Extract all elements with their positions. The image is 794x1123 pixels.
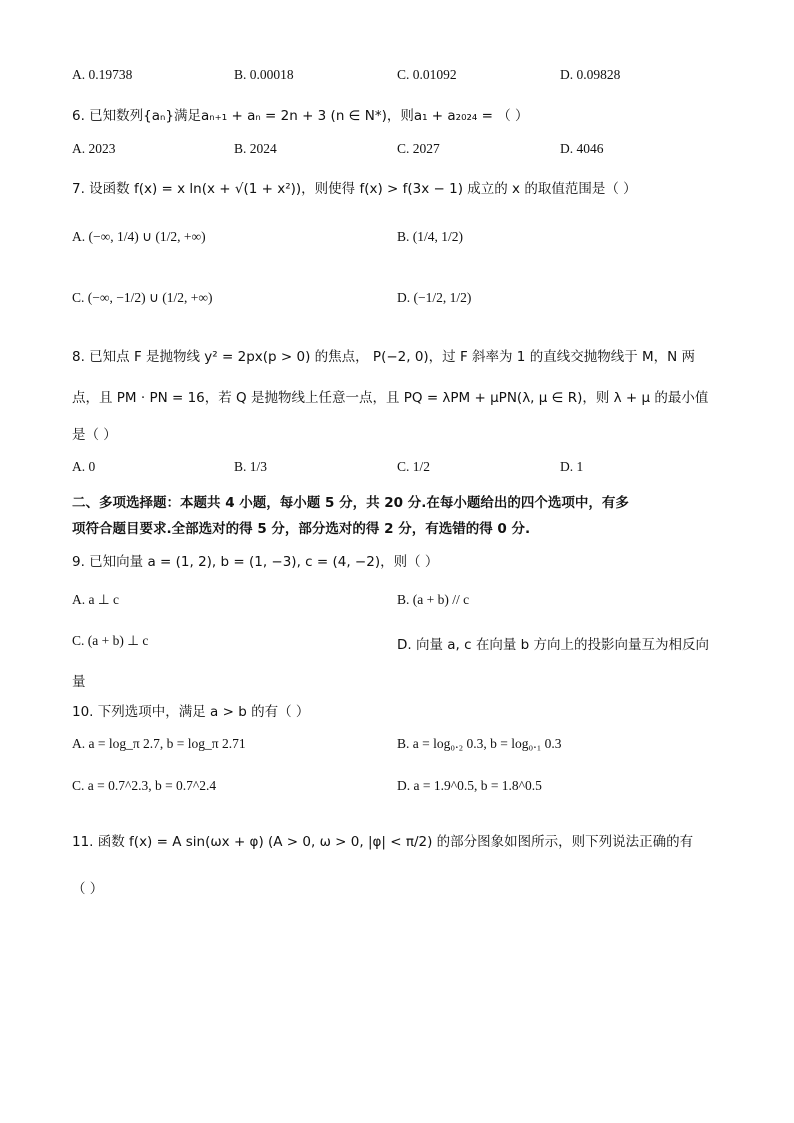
q9-stem: 9. 已知向量 a = (1, 2), b = (1, −3), c = (4, −2)，则（ ） (72, 554, 439, 570)
q9-option-b: B. (a + b) // c (397, 592, 470, 607)
q10-option-d: D. a = 1.9^0.5, b = 1.8^0.5 (397, 778, 542, 793)
q10-option-b: B. a = log₀.₂ 0.3, b = log₀.₁ 0.3 (397, 736, 562, 751)
q10-option-a: A. a = log_π 2.7, b = log_π 2.71 (72, 736, 246, 751)
q9-option-d-continued: 量 (72, 674, 86, 690)
q5-option-a: A. 0.19738 (72, 67, 133, 82)
q6-option-c: C. 2027 (397, 141, 440, 156)
q8-option-b: B. 1/3 (234, 459, 268, 474)
q11-stem: 11. 函数 f(x) = A sin(ωx + φ) (A > 0, ω > 0, |φ| < π/2) 的部分图象如图所示，则下列说法正确的有 (72, 834, 694, 850)
q8-option-d: D. 1 (560, 459, 584, 474)
q9-option-c: C. (a + b) ⊥ c (72, 633, 149, 648)
q7-option-a: A. (−∞, 1/4) ∪ (1/2, +∞) (72, 229, 206, 244)
q9-option-a: A. a ⊥ c (72, 592, 119, 607)
q9-option-d: D. 向量 a, c 在向量 b 方向上的投影向量互为相反向 (397, 637, 709, 653)
q6-option-d: D. 4046 (560, 141, 604, 156)
q8-stem-line1: 8. 已知点 F 是抛物线 y² = 2px(p > 0) 的焦点， P(−2, 0)，过 F 斜率为 1 的直线交抛物线于 M，N 两 (72, 349, 696, 365)
section2-heading-line1: 二、多项选择题：本题共 4 小题，每小题 5 分，共 20 分.在每小题给出的四个选项中，有多 (72, 495, 629, 511)
q7-stem: 7. 设函数 f(x) = x ln(x + √(1 + x²))，则使得 f(x) > f(3x − 1) 成立的 x 的取值范围是（ ） (72, 181, 637, 197)
q8-stem-line3: 是（ ） (72, 427, 117, 443)
q8-option-a: A. 0 (72, 459, 96, 474)
q6-option-b: B. 2024 (234, 141, 277, 156)
section2-heading-line2: 项符合题目要求.全部选对的得 5 分，部分选对的得 2 分，有选错的得 0 分. (72, 521, 531, 537)
q7-option-d: D. (−1/2, 1/2) (397, 290, 472, 305)
q8-option-c: C. 1/2 (397, 459, 431, 474)
q11-stem-line2: （ ） (72, 881, 104, 897)
q5-option-c: C. 0.01092 (397, 67, 457, 82)
q8-stem-line2: 点，且 PM · PN = 16，若 Q 是抛物线上任意一点，且 PQ = λPM + μPN(λ, μ ∈ R)，则 λ + μ 的最小值 (72, 390, 709, 406)
q10-option-c: C. a = 0.7^2.3, b = 0.7^2.4 (72, 778, 217, 793)
q6-option-a: A. 2023 (72, 141, 116, 156)
q7-option-c: C. (−∞, −1/2) ∪ (1/2, +∞) (72, 290, 213, 305)
q10-stem: 10. 下列选项中，满足 a > b 的有（ ） (72, 704, 310, 720)
q5-option-d: D. 0.09828 (560, 67, 621, 82)
q5-option-b: B. 0.00018 (234, 67, 294, 82)
q6-stem: 6. 已知数列{aₙ}满足aₙ₊₁ + aₙ = 2n + 3 (n ∈ N*)，则a₁ + a₂₀₂₄ = （ ） (72, 108, 529, 124)
q7-option-b: B. (1/4, 1/2) (397, 229, 463, 244)
